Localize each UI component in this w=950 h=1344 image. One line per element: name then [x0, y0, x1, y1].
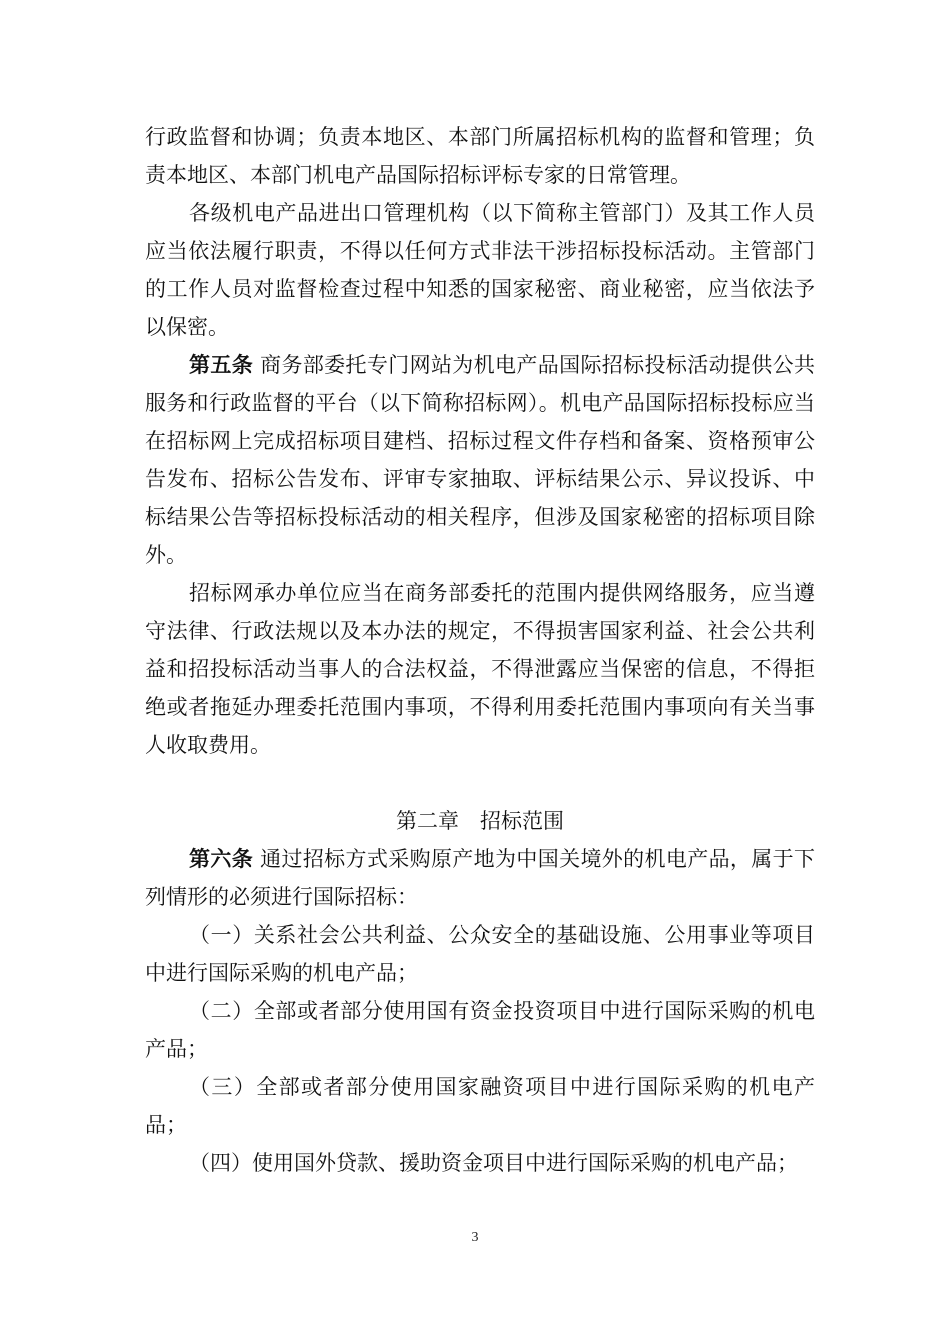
article-5-text: 商务部委托专门网站为机电产品国际招标投标活动提供公共服务和行政监督的平台（以下简称招标网）。机电产品国际招标投标应当在招标网上完成招标项目建档、招标过程文件存档和备案、资格预审公告发布、招标公告发布、评审专家抽取、评标结果公示、异议投诉、中标结果公告等招标投标活动的相关程序，但涉及国家秘密的招标项目除外。 [145, 353, 815, 567]
list-item-2: （二）全部或者部分使用国有资金投资项目中进行国际采购的机电产品； [145, 999, 815, 1061]
list-item-4: （四）使用国外贷款、援助资金项目中进行国际采购的机电产品； [189, 1151, 798, 1175]
list-item-3: （三）全部或者部分使用国家融资项目中进行国际采购的机电产品； [145, 1075, 815, 1137]
article-6 [145, 840, 815, 916]
chapter-heading: 第二章 招标范围 [396, 809, 564, 833]
list-item-1: （一）关系社会公共利益、公众安全的基础设施、公用事业等项目中进行国际采购的机电产品； [145, 923, 815, 985]
article-5-label: 第五条 [189, 353, 254, 377]
article-6-text: 通过招标方式采购原产地为中国关境外的机电产品，属于下列情形的必须进行国际招标： [145, 847, 815, 909]
article-6-label: 第六条 [189, 847, 254, 871]
page-number: 3 [471, 1230, 479, 1245]
paragraph-1: 行政监督和协调；负责本地区、本部门所属招标机构的监督和管理；负责本地区、本部门机电产品国际招标评标专家的日常管理。 [145, 125, 815, 187]
paragraph-2: 各级机电产品进出口管理机构（以下简称主管部门）及其工作人员应当依法履行职责，不得以任何方式非法干涉招标投标活动。主管部门的工作人员对监督检查过程中知悉的国家秘密、商业秘密，应当依法予以保密。 [145, 201, 815, 339]
article-5 [145, 346, 815, 574]
paragraph-4: 招标网承办单位应当在商务部委托的范围内提供网络服务，应当遵守法律、行政法规以及本办法的规定，不得损害国家利益、社会公共利益和招投标活动当事人的合法权益，不得泄露应当保密的信息，不得拒绝或者拖延办理委托范围内事项，不得利用委托范围内事项向有关当事人收取费用。 [145, 581, 815, 757]
document-body [145, 118, 815, 1182]
